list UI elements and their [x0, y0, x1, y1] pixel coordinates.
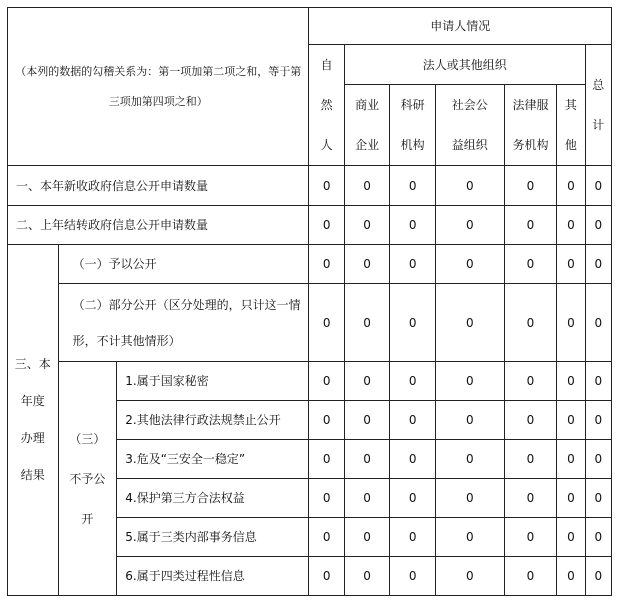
cell-value: 0	[557, 518, 585, 557]
cell-value: 0	[504, 362, 557, 401]
row-label: （二）部分公开（区分处理的，只计这一情形，不计其他情形）	[58, 284, 309, 362]
cell-value: 0	[557, 166, 585, 206]
cell-value: 0	[344, 401, 390, 440]
cell-value: 0	[309, 479, 344, 518]
cell-value: 0	[504, 206, 557, 245]
cell-value: 0	[585, 166, 611, 206]
cell-value: 0	[585, 284, 611, 362]
cell-value: 0	[435, 362, 504, 401]
total-header: 总 计	[585, 45, 611, 166]
cell-value: 0	[390, 401, 436, 440]
cell-value: 0	[390, 245, 436, 284]
cell-value: 0	[390, 284, 436, 362]
cell-value: 0	[309, 362, 344, 401]
cell-value: 0	[344, 206, 390, 245]
cell-value: 0	[557, 557, 585, 596]
cell-value: 0	[390, 362, 436, 401]
cell-value: 0	[309, 440, 344, 479]
cell-value: 0	[344, 518, 390, 557]
note-cell: （本列的数据的勾稽关系为：第一项加第二项之和，等于第三项加第四项之和）	[8, 8, 309, 166]
cell-value: 0	[585, 245, 611, 284]
cell-value: 0	[344, 245, 390, 284]
cell-value: 0	[585, 557, 611, 596]
cell-value: 0	[435, 557, 504, 596]
government-info-disclosure-table	[7, 7, 612, 596]
cell-value: 0	[585, 206, 611, 245]
cell-value: 0	[344, 362, 390, 401]
row-label: 4.保护第三方合法权益	[117, 479, 309, 518]
cell-value: 0	[309, 284, 344, 362]
sub-header-legal-service: 法律服 务机构	[504, 85, 557, 166]
cell-value: 0	[557, 245, 585, 284]
sub-header-business: 商业 企业	[344, 85, 390, 166]
cell-value: 0	[557, 284, 585, 362]
cell-value: 0	[344, 440, 390, 479]
cell-value: 0	[504, 557, 557, 596]
table-row	[8, 245, 612, 284]
cell-value: 0	[390, 479, 436, 518]
table-row	[8, 284, 612, 362]
table-row	[8, 362, 612, 401]
cell-value: 0	[504, 284, 557, 362]
cell-value: 0	[309, 206, 344, 245]
cell-value: 0	[309, 518, 344, 557]
cell-value: 0	[390, 557, 436, 596]
cell-value: 0	[309, 557, 344, 596]
cell-value: 0	[435, 206, 504, 245]
row-label: （一）予以公开	[58, 245, 309, 284]
cell-value: 0	[557, 479, 585, 518]
cell-value: 0	[390, 166, 436, 206]
group-label-not-disclosed: （三） 不予公 开	[58, 362, 117, 596]
cell-value: 0	[435, 245, 504, 284]
cell-value: 0	[344, 557, 390, 596]
cell-value: 0	[435, 284, 504, 362]
cell-value: 0	[585, 401, 611, 440]
cell-value: 0	[504, 479, 557, 518]
cell-value: 0	[390, 518, 436, 557]
cell-value: 0	[585, 518, 611, 557]
group-label-annual-results: 三、本 年度 办理 结果	[8, 245, 59, 596]
cell-value: 0	[585, 479, 611, 518]
cell-value: 0	[344, 479, 390, 518]
cell-value: 0	[435, 440, 504, 479]
cell-value: 0	[504, 166, 557, 206]
cell-value: 0	[504, 518, 557, 557]
sub-header-research: 科研 机构	[390, 85, 436, 166]
row-label: 5.属于三类内部事务信息	[117, 518, 309, 557]
cell-value: 0	[585, 440, 611, 479]
sub-header-public-welfare: 社会公 益组织	[435, 85, 504, 166]
row-label: 3.危及“三安全一稳定”	[117, 440, 309, 479]
legal-group-header: 法人或其他组织	[344, 45, 585, 85]
cell-value: 0	[344, 284, 390, 362]
row-label: 一、本年新收政府信息公开申请数量	[8, 166, 309, 206]
cell-value: 0	[504, 401, 557, 440]
row-label: 6.属于四类过程性信息	[117, 557, 309, 596]
cell-value: 0	[435, 479, 504, 518]
cell-value: 0	[309, 166, 344, 206]
row-label: 1.属于国家秘密	[117, 362, 309, 401]
cell-value: 0	[435, 518, 504, 557]
cell-value: 0	[504, 440, 557, 479]
cell-value: 0	[557, 440, 585, 479]
cell-value: 0	[309, 401, 344, 440]
cell-value: 0	[309, 245, 344, 284]
cell-value: 0	[344, 166, 390, 206]
row-label: 二、上年结转政府信息公开申请数量	[8, 206, 309, 245]
cell-value: 0	[557, 362, 585, 401]
table-row	[8, 206, 612, 245]
cell-value: 0	[557, 206, 585, 245]
cell-value: 0	[504, 245, 557, 284]
applicant-situation-header: 申请人情况	[309, 8, 612, 45]
cell-value: 0	[585, 362, 611, 401]
cell-value: 0	[557, 401, 585, 440]
cell-value: 0	[435, 401, 504, 440]
table-row	[8, 166, 612, 206]
cell-value: 0	[435, 166, 504, 206]
sub-header-other: 其 他	[557, 85, 585, 166]
row-label: 2.其他法律行政法规禁止公开	[117, 401, 309, 440]
cell-value: 0	[390, 440, 436, 479]
cell-value: 0	[390, 206, 436, 245]
natural-person-header: 自 然 人	[309, 45, 344, 166]
